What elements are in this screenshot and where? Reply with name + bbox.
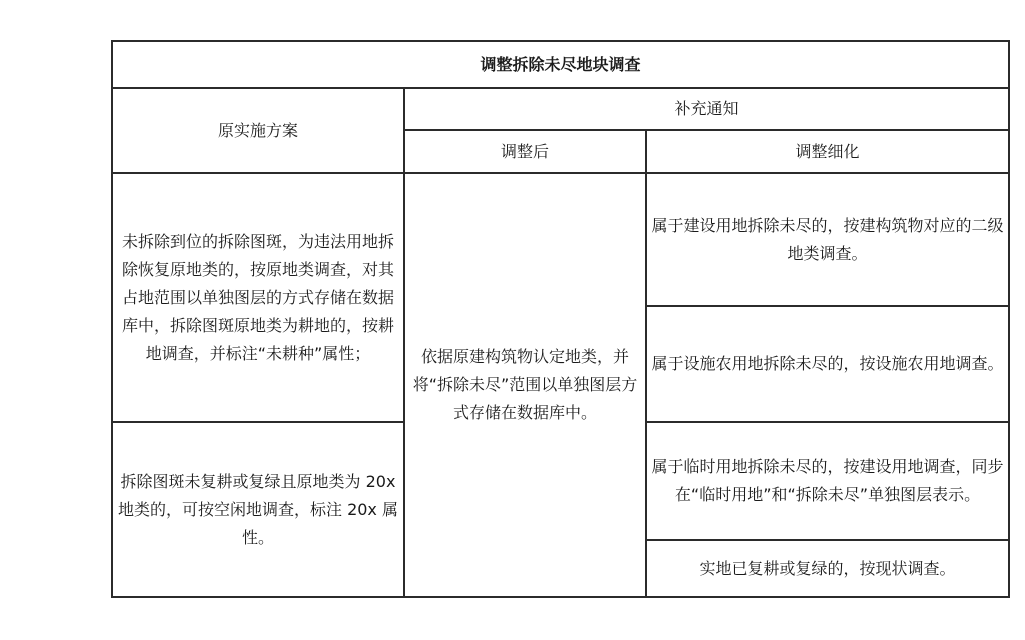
header-original-plan: 原实施方案 bbox=[112, 88, 404, 173]
original-plan-cell-2: 拆除图斑未复耕或复绿且原地类为 20x 地类的，可按空闲地调查，标注 20x 属性。 bbox=[112, 422, 404, 597]
detail-cell-4: 实地已复耕或复绿的，按现状调查。 bbox=[646, 540, 1009, 597]
adjustment-table bbox=[111, 40, 1010, 598]
detail-cell-2: 属于设施农用地拆除未尽的，按设施农用地调查。 bbox=[646, 306, 1009, 422]
header-adjusted: 调整后 bbox=[404, 130, 646, 173]
table-title: 调整拆除未尽地块调查 bbox=[112, 41, 1009, 88]
original-plan-cell-1: 未拆除到位的拆除图斑，为违法用地拆除恢复原地类的，按原地类调查，对其占地范围以单独图层的方式存储在数据库中，拆除图斑原地类为耕地的，按耕地调查，并标注“未耕种”属性； bbox=[112, 173, 404, 422]
detail-cell-1: 属于建设用地拆除未尽的，按建构筑物对应的二级地类调查。 bbox=[646, 173, 1009, 306]
header-detail: 调整细化 bbox=[646, 130, 1009, 173]
header-supplementary-notice: 补充通知 bbox=[404, 88, 1009, 130]
adjusted-cell: 依据原建构筑物认定地类，并将“拆除未尽”范围以单独图层方式存储在数据库中。 bbox=[404, 173, 646, 597]
detail-cell-3: 属于临时用地拆除未尽的，按建设用地调查，同步在“临时用地”和“拆除未尽”单独图层表示。 bbox=[646, 422, 1009, 540]
